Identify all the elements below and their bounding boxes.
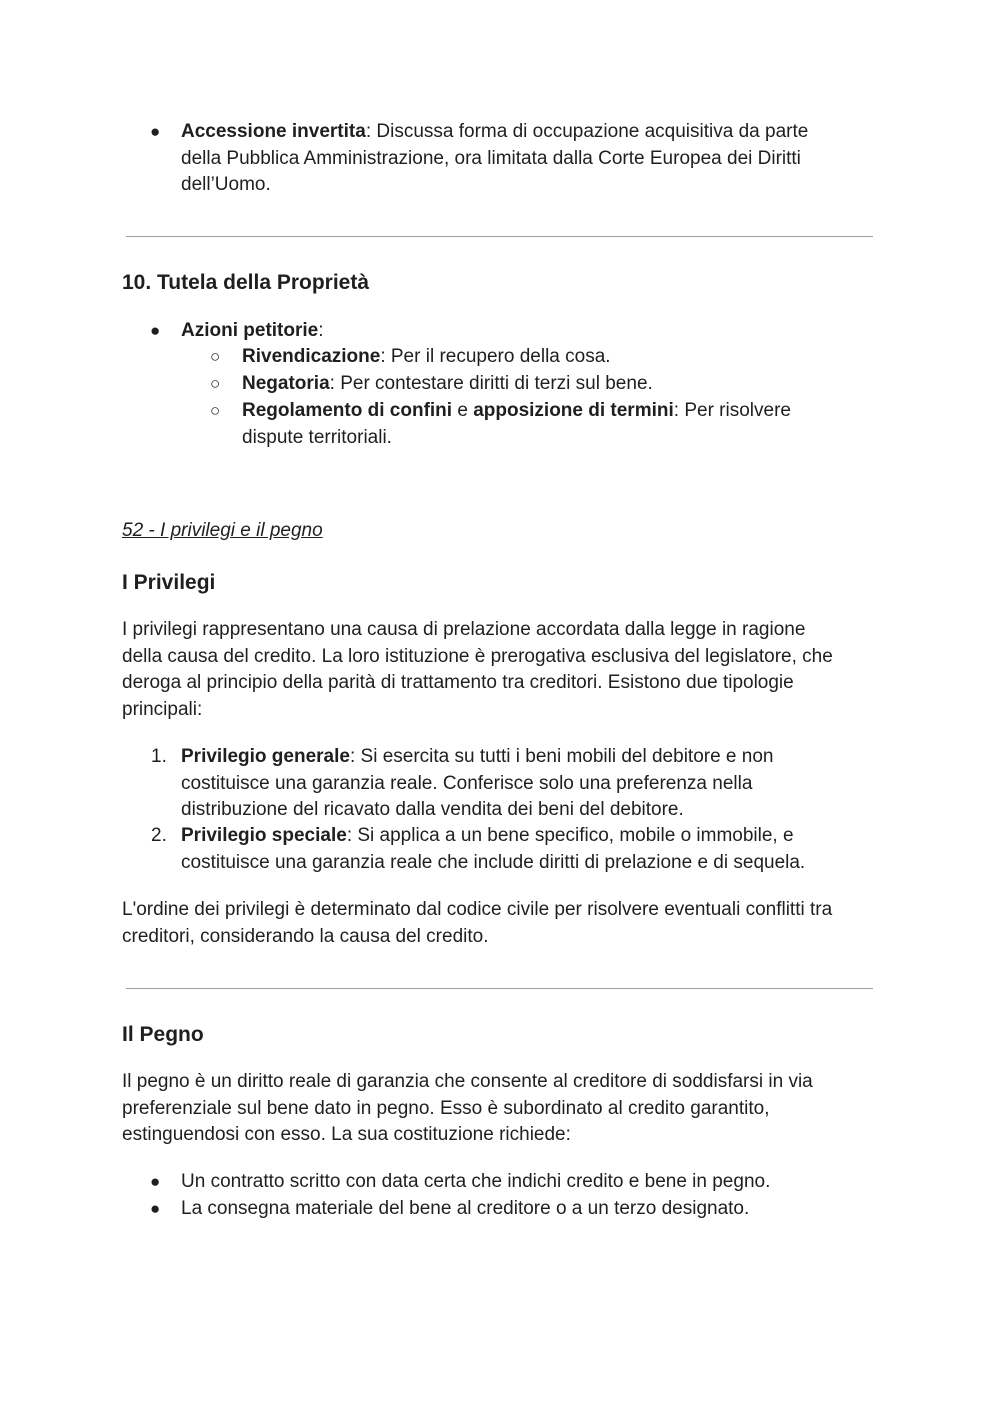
- divider: [126, 236, 873, 237]
- term-accessione-invertita: Accessione invertita: [181, 121, 366, 142]
- divider: [126, 988, 873, 989]
- bullet-marker: ●: [150, 321, 161, 340]
- sub-bullet-marker: ○: [210, 401, 221, 420]
- document-page: ● Accessione invertita: Discussa forma di occupazione acquisitiva da parte della Pubblica Amministrazione, ora limitata dalla Corte Europea dei Diritti dell’Uomo. 10. Tutela della Proprietà ● Azioni petitorie: ○ Rivendicazione: Per il recupero della cosa. ○ Negatoria: Per contestare diritti di terzi sul bene. ○ Regolamento di confini e apposizione di termini: Per risolvere dispute territoriali. 52 - I privilegi e il pegno I Privilegi I privilegi rappresentano una causa di prelazione accordata dalla legge in ragione della causa del credito. La loro istituzione è prerogativa esclusiva del legislatore, che deroga al principio della parità di trattamento tra creditori. Esistono due tipologie principali: 1. Privilegio generale: Si esercita su tutti i beni mobili del debitore e non costituisce una garanzia reale. Conferisce solo una preferenza nella distribuzione del ricavato dalla vendita dei beni del debitore. 2. Privilegio speciale: Si applica a un bene specifico, mobile o immobile, e costituisce una garanzia reale che include diritti di prelazione e di sequela. L'ordine dei privilegi è determinato dal codice civile per risolvere eventuali conflitti tra creditori, considerando la causa del credito. Il Pegno Il pegno è un diritto reale di garanzia che consente al creditore di soddisfarsi in via preferenziale sul bene dato in pegno. Esso è subordinato al credito garantito, estinguendosi con esso. La sua costituzione richiede: ● Un contratto scritto con data certa che indichi credito e bene in pegno. ● La consegna materiale del bene al creditore o a un terzo designato.: [0, 0, 1000, 1413]
- list-number: 2.: [151, 825, 167, 846]
- heading-privilegi: I Privilegi: [122, 571, 216, 594]
- heading-pegno: Il Pegno: [122, 1023, 204, 1046]
- paragraph-pegno-intro: Il pegno è un diritto reale di garanzia che consente al creditore di soddisfarsi in via preferenziale sul bene dato in pegno. Esso è subordinato al credito garantito, estinguendosi con esso. La sua costituzione richiede:: [122, 1071, 813, 1145]
- paragraph-privilegi-closing: L'ordine dei privilegi è determinato dal codice civile per risolvere eventuali conflitti tra creditori, considerando la causa del credito.: [122, 899, 833, 947]
- heading-tutela-proprieta: 10. Tutela della Proprietà: [122, 271, 370, 294]
- list-number: 1.: [151, 746, 167, 767]
- bullet-marker: ●: [150, 1172, 161, 1191]
- sub-bullet-marker: ○: [210, 347, 221, 366]
- paragraph-privilegi-intro: I privilegi rappresentano una causa di prelazione accordata dalla legge in ragione della causa del credito. La loro istituzione è prerogativa esclusiva del legislatore, che deroga al principio della parità di trattamento tra creditori. Esistono due tipologie principali:: [122, 619, 833, 720]
- sub-bullet-marker: ○: [210, 374, 221, 393]
- bullet-marker: ●: [150, 122, 161, 141]
- bullet-marker: ●: [150, 1199, 161, 1218]
- chapter-reference: 52 - I privilegi e il pegno: [122, 520, 323, 541]
